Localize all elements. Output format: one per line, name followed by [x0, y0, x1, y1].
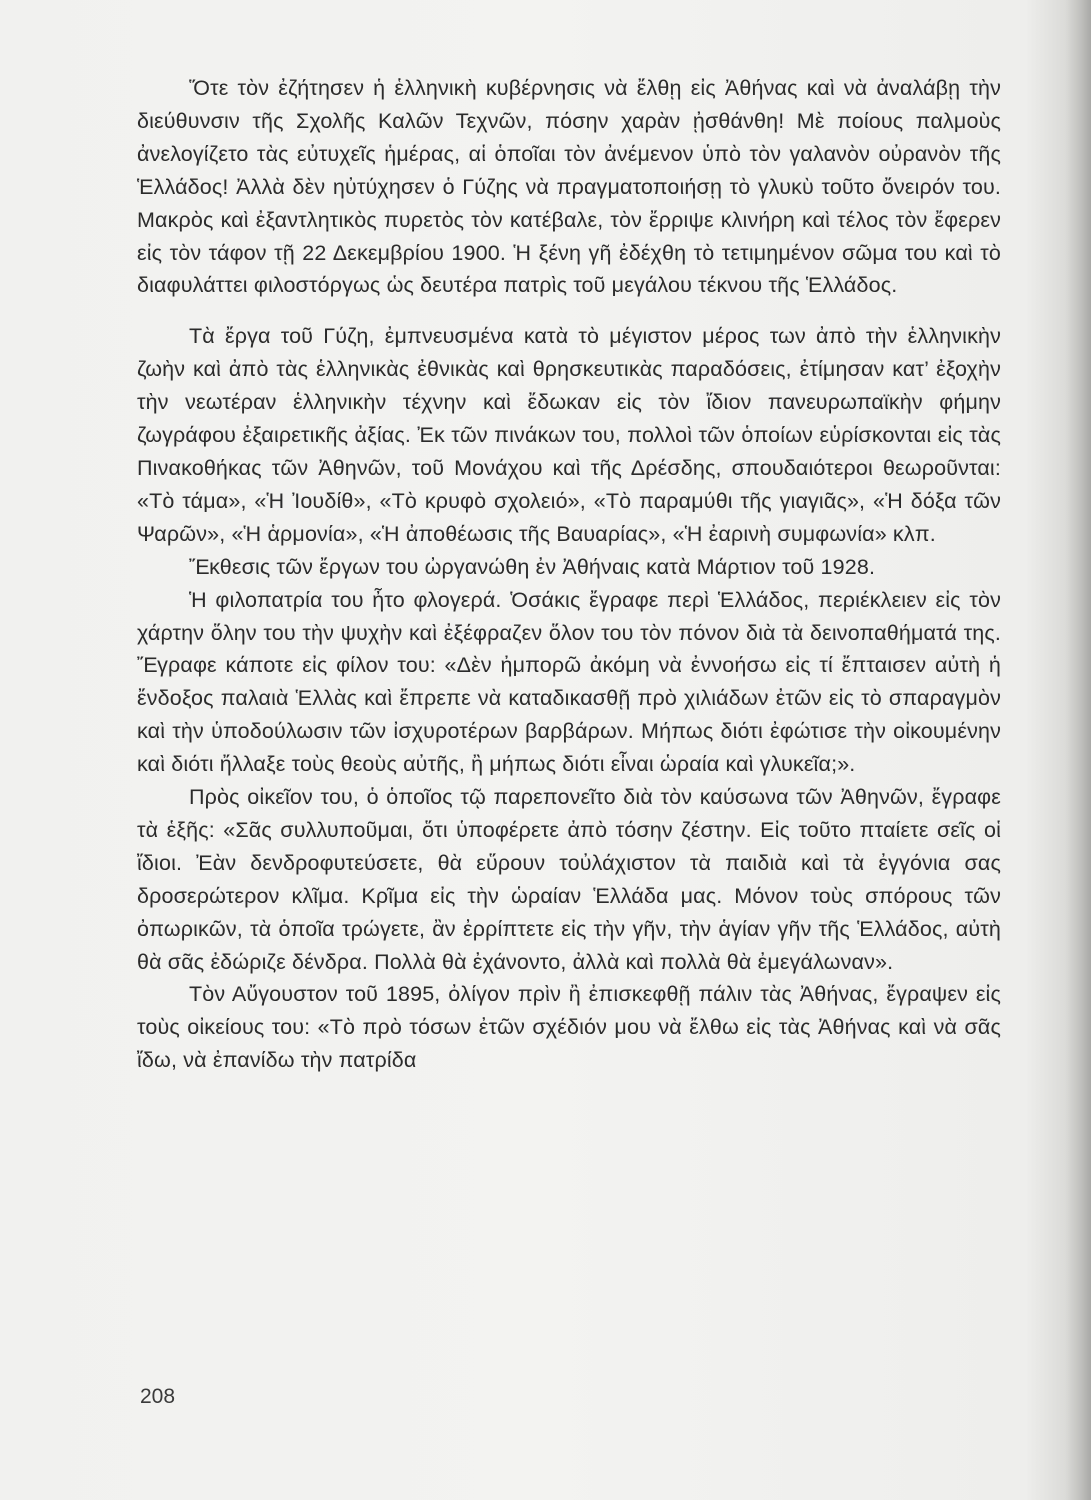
page-number: 208: [140, 1385, 176, 1408]
paragraph-4: Ἡ φιλοπατρία του ἦτο φλογερά. Ὁσάκις ἔγραφε περὶ Ἑλλάδος, περιέκλειεν εἰς τὸν χάρτην ὅλην του τὴν ψυχὴν καὶ ἐξέφραζεν ὅλον του τὸν πόνον διὰ τὰ δεινοπαθήματά της. Ἔγραφε κάποτε εἰς φίλον του: «Δὲν ἠμπορῶ ἀκόμη νὰ ἐννοήσω εἰς τί ἔπταισεν αὐτὴ ἡ ἔνδοξος παλαιὰ Ἑλλὰς καὶ ἔπρεπε νὰ καταδικασθῇ πρὸ χιλιάδων ἐτῶν εἰς τὸ σπαραγμὸν καὶ τὴν ὑποδούλωσιν τῶν ἰσχυροτέρων βαρβάρων. Μήπως διότι ἐφώτισε τὴν οἰκουμένην καὶ διότι ἤλλαξε τοὺς θεοὺς αὐτῆς, ἢ μήπως διότι εἶναι ὡραία καὶ γλυκεῖα;».: [137, 587, 1001, 777]
paragraph-1: Ὅτε τὸν ἐζήτησεν ἡ ἑλληνικὴ κυβέρνησις νὰ ἔλθῃ εἰς Ἀθήνας καὶ νὰ ἀναλάβῃ τὴν διεύθυνσιν τῆς Σχολῆς Καλῶν Τεχνῶν, πόσην χαρὰν ᾐσθάνθη! Μὲ ποίους παλμοὺς ἀνελογίζετο τὰς εὐτυχεῖς ἡμέρας, αἱ ὁποῖαι τὸν ἀνέμενον ὑπὸ τὸν γαλανὸν οὐρανὸν τῆς Ἑλλάδος! Ἀλλὰ δὲν ηὐτύχησεν ὁ Γύζης νὰ πραγματοποιήσῃ τὸ γλυκὺ τοῦτο ὄνειρόν του. Μακρὸς καὶ ἐξαντλητικὸς πυρετὸς τὸν κατέβαλε, τὸν ἔρριψε κλινήρη καὶ τέλος τὸν ἔφερεν εἰς τὸν τάφον τῇ 22 Δεκεμβρίου 1900. Ἡ ξένη γῆ ἐδέχθη τὸ τετιμημένον σῶμα του καὶ τὸ διαφυλάττει φιλοστόργως ὡς δευτέρα πατρὶς τοῦ μεγάλου τέκνου τῆς Ἑλλάδος.: [137, 76, 1001, 298]
paragraph-6: Τὸν Αὔγουστον τοῦ 1895, ὀλίγον πρὶν ἢ ἐπισκεφθῇ πάλιν τὰς Ἀθήνας, ἔγραψεν εἰς τοὺς οἰκείους του: «Τὸ πρὸ τόσων ἐτῶν σχέδιόν μου νὰ ἔλθω εἰς τὰς Ἀθήνας καὶ νὰ σᾶς ἴδω, νὰ ἐπανίδω τὴν πατρίδα: [137, 982, 1001, 1073]
page-gutter-shadow: [1065, 0, 1091, 1500]
paragraph-5: Πρὸς οἰκεῖον του, ὁ ὁποῖος τῷ παρεπονεῖτο διὰ τὸν καύσωνα τῶν Ἀθηνῶν, ἔγραφε τὰ ἑξῆς: «Σᾶς συλλυποῦμαι, ὅτι ὑποφέρετε ἀπὸ τόσην ζέστην. Εἰς τοῦτο πταίετε σεῖς οἱ ἴδιοι. Ἐὰν δενδροφυτεύσετε, θὰ εὕρουν τοὐλάχιστον τὰ παιδιὰ καὶ τὰ ἐγγόνια σας δροσερώτερον κλῖμα. Κρῖμα εἰς τὴν ὡραίαν Ἑλλάδα μας. Μόνον τοὺς σπόρους τῶν ὀπωρικῶν, τὰ ὁποῖα τρώγετε, ἂν ἐρρίπτετε εἰς τὴν γῆν, τὴν ἁγίαν γῆν τῆς Ἑλλάδος, αὐτὴ θὰ σᾶς ἐδώριζε δένδρα. Πολλὰ θὰ ἐχάνοντο, ἀλλὰ καὶ πολλὰ θὰ ἐμεγάλωναν».: [137, 785, 1001, 974]
paragraph-3: Ἔκθεσις τῶν ἔργων του ὠργανώθη ἐν Ἀθήναις κατὰ Μάρτιον τοῦ 1928.: [189, 554, 876, 579]
body-text: [137, 72, 1001, 1077]
paragraph-2: Τὰ ἔργα τοῦ Γύζη, ἐμπνευσμένα κατὰ τὸ μέγιστον μέρος των ἀπὸ τὴν ἑλληνικὴν ζωὴν καὶ ἀπὸ τὰς ἑλληνικὰς ἐθνικὰς καὶ θρησκευτικὰς παραδόσεις, ἐτίμησαν κατ’ ἐξοχὴν τὴν νεωτέραν ἑλληνικὴν τέχνην καὶ ἔδωκαν εἰς τὸν ἴδιον πανευρωπαϊκὴν φήμην ζωγράφου ἐξαιρετικῆς ἀξίας. Ἐκ τῶν πινάκων του, πολλοὶ τῶν ὁποίων εὑρίσκονται εἰς τὰς Πινακοθήκας τῶν Ἀθηνῶν, τοῦ Μονάχου καὶ τῆς Δρέσδης, σπουδαιότεροι θεωροῦνται: «Τὸ τάμα», «Ἡ Ἰουδίθ», «Τὸ κρυφὸ σχολειό», «Τὸ παραμύθι τῆς γιαγιᾶς», «Ἡ δόξα τῶν Ψαρῶν», «Ἡ ἁρμονία», «Ἡ ἀποθέωσις τῆς Βαυαρίας», «Ἡ ἐαρινὴ συμφωνία» κλπ.: [137, 324, 1001, 546]
